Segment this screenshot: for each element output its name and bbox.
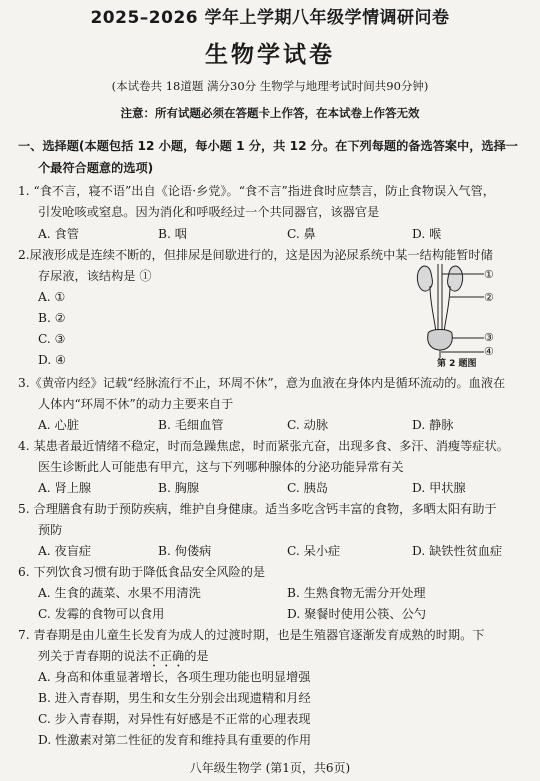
q7-stem-line2-a: 列关于青春期的说法 <box>38 649 148 663</box>
page-footer: 八年级生物学 (第1页，共6页) <box>189 761 351 775</box>
q4-option-c[interactable]: C. 胰岛 <box>287 481 329 495</box>
subject-title: 生物学试卷 <box>205 42 335 68</box>
figure-label-1: ① <box>484 268 494 281</box>
q5-stem-line1: 5. 合理膳食有助于预防疾病，维护自身健康。适当多吃含钙丰富的食物，多晒太阳有助于 <box>18 502 497 516</box>
q5-option-a[interactable]: A. 夜盲症 <box>38 544 92 558</box>
q6-option-d[interactable]: D. 聚餐时使用公筷、公勺 <box>287 607 426 621</box>
q5-stem-line2: 预防 <box>38 523 63 537</box>
q3-stem-line2: 人体内“环周不休”的动力主要来自于 <box>38 397 234 411</box>
q6-option-a[interactable]: A. 生食的蔬菜、水果不用清洗 <box>38 586 201 600</box>
q4-option-d[interactable]: D. 甲状腺 <box>412 481 466 495</box>
q4-stem-line1: 4. 某患者最近情绪不稳定，时而急躁焦虑，时而紧张亢奋，出现多食、多汗、消瘦等症状。 <box>18 439 509 453</box>
q5-option-c[interactable]: C. 呆小症 <box>287 544 341 558</box>
q5-option-b[interactable]: B. 佝偻病 <box>158 544 212 558</box>
section-heading-line1: 一、选择题(本题包括 12 小题，每小题 1 分，共 12 分。在下列每题的备选答案中，选择一 <box>18 139 518 153</box>
q1-option-a[interactable]: A. 食管 <box>38 227 79 241</box>
q7-option-b[interactable]: B. 进入青春期，男生和女生分别会出现遗精和月经 <box>38 691 311 705</box>
q3-option-d[interactable]: D. 静脉 <box>412 418 454 432</box>
figure-caption: 第 2 题图 <box>437 359 477 369</box>
exam-title: 2025–2026 学年上学期八年级学情调研问卷 <box>90 8 450 28</box>
q4-option-b[interactable]: B. 胸腺 <box>158 481 200 495</box>
q2-stem-line2: 存尿液，该结构是 ① <box>38 269 152 283</box>
section-heading-line2: 个最符合题意的选项) <box>38 161 154 175</box>
q1-option-c[interactable]: C. 鼻 <box>287 227 316 241</box>
q3-option-c[interactable]: C. 动脉 <box>287 418 329 432</box>
q7-option-c[interactable]: C. 步入青春期，对异性有好感是不正常的心理表现 <box>38 712 311 726</box>
q2-stem-line1: 2.尿液形成是连续不断的，但排尿是间歇进行的，这是因为泌尿系统中某一结构能暂时储 <box>18 248 493 262</box>
q6-option-b[interactable]: B. 生熟食物无需分开处理 <box>287 586 426 600</box>
q2-option-d[interactable]: D. ④ <box>38 353 67 367</box>
q6-stem-line1: 6. 下列饮食习惯有助于降低食品安全风险的是 <box>18 565 266 579</box>
q3-option-b[interactable]: B. 毛细血管 <box>158 418 224 432</box>
exam-notice: 注意：所有试题必须在答题卡上作答，在本试卷上作答无效 <box>120 106 420 120</box>
figure-label-4: ④ <box>484 345 494 358</box>
q2-option-a[interactable]: A. ① <box>38 290 66 304</box>
q7-option-d[interactable]: D. 性激素对第二性征的发育和维持具有重要的作用 <box>38 733 312 747</box>
q6-option-c[interactable]: C. 发霉的食物可以食用 <box>38 607 165 621</box>
q1-option-d[interactable]: D. 喉 <box>412 227 442 241</box>
q3-option-a[interactable]: A. 心脏 <box>38 418 79 432</box>
q7-emphasis: 不正确 <box>147 649 185 663</box>
exam-info: (本试卷共 18道题 满分30分 生物学与地理考试时间共90分钟) <box>111 79 429 93</box>
q1-stem-line2: 引发呛咳或窒息。因为消化和呼吸经过一个共同器官，该器官是 <box>38 205 380 219</box>
q2-option-c[interactable]: C. ③ <box>38 332 66 346</box>
q1-option-b[interactable]: B. 咽 <box>158 227 187 241</box>
q7-stem-line2 <box>38 647 209 670</box>
figure-label-2: ② <box>484 291 494 304</box>
q5-option-d[interactable]: D. 缺铁性贫血症 <box>412 544 503 558</box>
q7-stem-line2-c: 的是 <box>184 649 209 663</box>
q4-option-a[interactable]: A. 肾上腺 <box>38 481 92 495</box>
q7-option-a[interactable]: A. 身高和体重显著增长，各项生理功能也明显增强 <box>38 670 311 684</box>
q7-stem-line1: 7. 青春期是由儿童生长发育为成人的过渡时期，也是生殖器官逐渐发育成熟的时期。下 <box>18 628 485 642</box>
q2-option-b[interactable]: B. ② <box>38 311 66 325</box>
q1-stem-line1: 1. “食不言，寝不语”出自《论语·乡党》。“食不言”指进食时应禁言，防止食物误入气管， <box>18 184 495 198</box>
q4-stem-line2: 医生诊断此人可能患有甲亢，这与下列哪种腺体的分泌功能异常有关 <box>38 460 404 474</box>
q3-stem-line1: 3.《黄帝内经》记载“经脉流行不止，环周不休”，意为血液在身体内是循环流动的。血液在 <box>18 376 506 390</box>
figure-label-3: ③ <box>484 331 494 344</box>
